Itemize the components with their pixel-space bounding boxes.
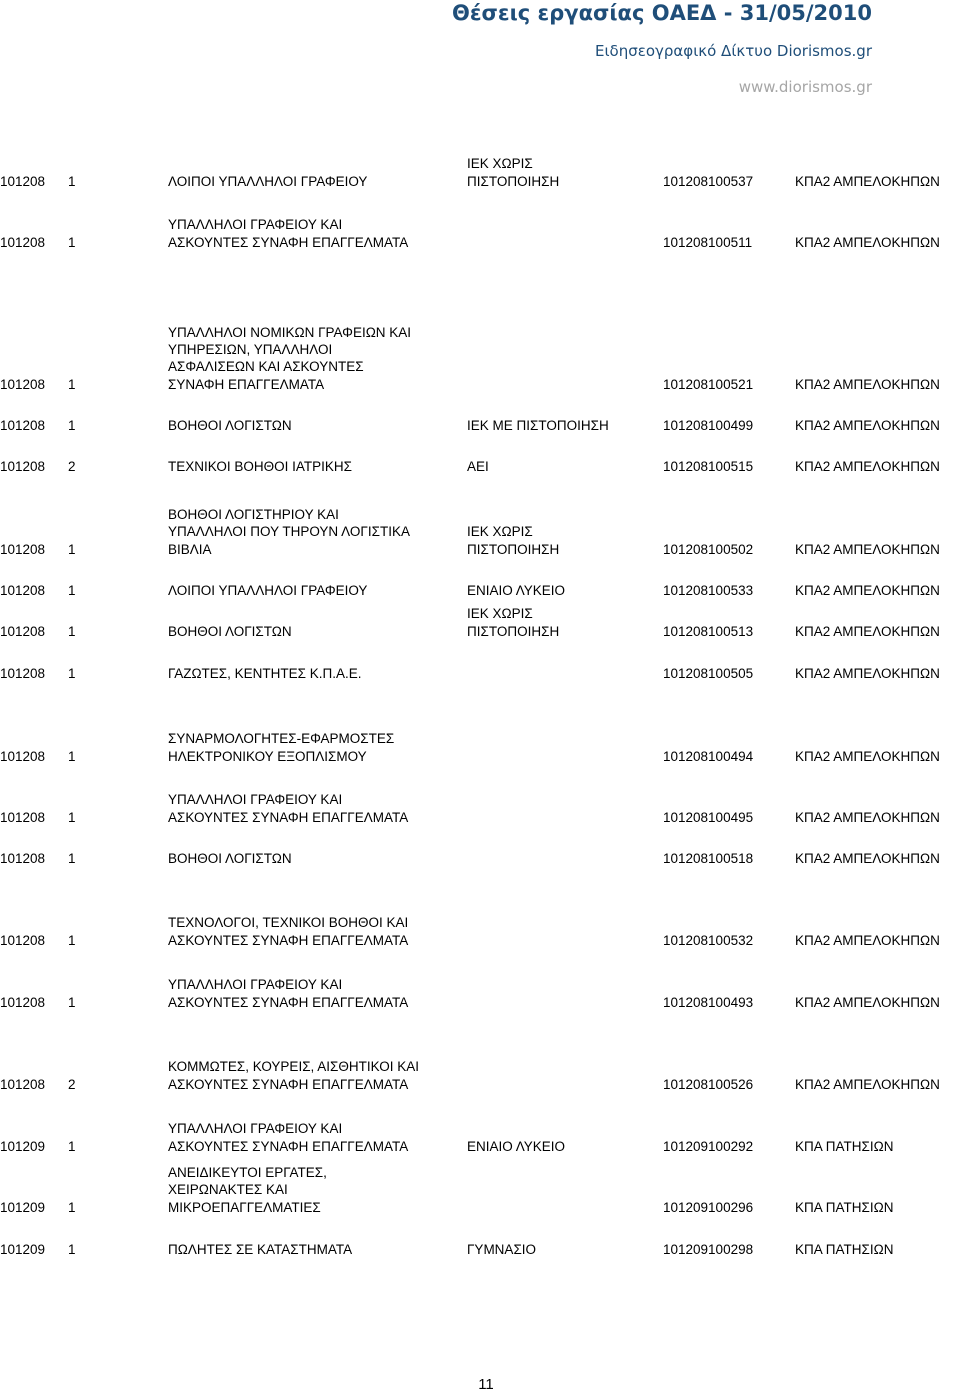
row-id-line: 101208100505 <box>663 665 754 681</box>
row-title-line: ΓΑΖΩΤΕΣ, ΚΕΝΤΗΤΕΣ Κ.Π.Α.Ε. <box>168 665 362 681</box>
row-id-line: 101208100526 <box>663 1076 754 1092</box>
row-office-line: ΚΠΑ2 ΑΜΠΕΛΟΚΗΠΩΝ <box>795 234 940 250</box>
row-id-line: 101208100518 <box>663 850 754 866</box>
row-education <box>467 458 489 475</box>
row-office-line: ΚΠΑ2 ΑΜΠΕΛΟΚΗΠΩΝ <box>795 850 940 866</box>
row-office-line: ΚΠΑ2 ΑΜΠΕΛΟΚΗΠΩΝ <box>795 748 940 764</box>
row-id-line: 101208100494 <box>663 748 754 764</box>
row-title-line: ΑΣΚΟΥΝΤΕΣ ΣΥΝΑΦΗ ΕΠΑΓΓΕΛΜΑΤΑ <box>168 994 409 1010</box>
row-title-line: ΚΟΜΜΩΤΕΣ, ΚΟΥΡΕΙΣ, ΑΙΣΘΗΤΙΚΟΙ ΚΑΙ <box>168 1059 419 1075</box>
row-id <box>663 234 752 251</box>
row-count-line: 1 <box>68 173 76 189</box>
row-count-line: 1 <box>68 623 76 639</box>
row-count-line: 1 <box>68 932 76 948</box>
row-education <box>467 1241 536 1258</box>
row-education-line: ΙΕΚ ΧΩΡΙΣ <box>467 524 533 540</box>
row-title-line: ΥΠΑΛΛΗΛΟΙ ΓΡΑΦΕΙΟΥ ΚΑΙ <box>168 977 343 993</box>
row-title-line: ΥΠΑΛΛΗΛΟΙ ΠΟΥ ΤΗΡΟΥΝ ΛΟΓΙΣΤΙΚΑ <box>168 524 410 540</box>
row-office <box>795 994 940 1011</box>
row-title-line: ΛΟΙΠΟΙ ΥΠΑΛΛΗΛΟΙ ΓΡΑΦΕΙΟΥ <box>168 582 368 598</box>
row-code <box>0 1241 45 1258</box>
row-code-line: 101208 <box>0 582 46 598</box>
row-id-line: 101208100515 <box>663 458 754 474</box>
row-office <box>795 1241 893 1258</box>
row-office-line: ΚΠΑ2 ΑΜΠΕΛΟΚΗΠΩΝ <box>795 932 940 948</box>
row-title <box>168 976 408 1011</box>
row-code-line: 101208 <box>0 850 46 866</box>
row-title <box>168 458 352 475</box>
row-code-line: 101209 <box>0 1241 46 1257</box>
row-code-line: 101208 <box>0 665 46 681</box>
row-id-line: 101208100532 <box>663 932 754 948</box>
row-count-line: 1 <box>68 1241 76 1257</box>
row-code-line: 101208 <box>0 809 46 825</box>
row-count-line: 1 <box>68 809 76 825</box>
row-education-line: ΓΥΜΝΑΣΙΟ <box>467 1241 537 1257</box>
table-row <box>0 931 960 1011</box>
row-id <box>663 665 753 682</box>
row-count-line: 1 <box>68 748 76 764</box>
row-office-line: ΚΠΑ2 ΑΜΠΕΛΟΚΗΠΩΝ <box>795 994 940 1010</box>
row-code-line: 101209 <box>0 1138 46 1154</box>
row-education-line: ΙΕΚ ΧΩΡΙΣ <box>467 606 533 622</box>
row-id <box>663 994 753 1011</box>
row-office <box>795 665 940 682</box>
row-count-line: 1 <box>68 665 76 681</box>
row-education-line: ΕΝΙΑΙΟ ΛΥΚΕΙΟ <box>467 582 566 598</box>
row-code-line: 101208 <box>0 623 46 639</box>
row-education-line: ΠΙΣΤΟΠΟΙΗΣΗ <box>467 541 560 557</box>
row-title <box>168 850 292 867</box>
row-title-line: ΥΠΑΛΛΗΛΟΙ ΓΡΑΦΕΙΟΥ ΚΑΙ <box>168 792 343 808</box>
row-title-line: ΣΥΝΑΦΗ ΕΠΑΓΓΕΛΜΑΤΑ <box>168 376 325 392</box>
table-row <box>0 395 960 475</box>
row-education-line: ΙΕΚ ΜΕ ΠΙΣΤΟΠΟΙΗΣΗ <box>467 417 609 433</box>
row-code-line: 101208 <box>0 417 46 433</box>
header-title: Θέσεις εργασίας ΟΑΕΔ - 31/05/2010 <box>452 1 872 25</box>
header-url: www.diorismos.gr <box>738 78 872 96</box>
row-code-line: 101208 <box>0 173 46 189</box>
row-count-line: 2 <box>68 458 76 474</box>
row-count <box>68 234 76 251</box>
row-count-line: 1 <box>68 850 76 866</box>
row-id <box>663 1241 753 1258</box>
row-title <box>168 665 362 682</box>
row-office-line: ΚΠΑ ΠΑΤΗΣΙΩΝ <box>795 1241 894 1257</box>
row-title-line: ΑΝΕΙΔΙΚΕΥΤΟΙ ΕΡΓΑΤΕΣ, <box>168 1165 327 1181</box>
row-count <box>68 458 76 475</box>
row-title-line: ΑΣΦΑΛΙΣΕΩΝ ΚΑΙ ΑΣΚΟΥΝΤΕΣ <box>168 359 364 375</box>
row-title-line: ΒΟΗΘΟΙ ΛΟΓΙΣΤΩΝ <box>168 850 292 866</box>
table-row <box>0 602 960 682</box>
row-office-line: ΚΠΑ2 ΑΜΠΕΛΟΚΗΠΩΝ <box>795 417 940 433</box>
row-title-line: ΗΛΕΚΤΡΟΝΙΚΟΥ ΕΞΟΠΛΙΣΜΟΥ <box>168 748 367 764</box>
row-title-line: ΒΙΒΛΙΑ <box>168 541 212 557</box>
row-id-line: 101208100502 <box>663 541 754 557</box>
row-title-line: ΥΠΑΛΛΗΛΟΙ ΓΡΑΦΕΙΟΥ ΚΑΙ <box>168 1121 343 1137</box>
row-id-line: 101208100537 <box>663 173 754 189</box>
row-title-line: ΜΙΚΡΟΕΠΑΓΓΕΛΜΑΤΙΕΣ <box>168 1199 321 1215</box>
row-office-line: ΚΠΑ2 ΑΜΠΕΛΟΚΗΠΩΝ <box>795 1076 940 1092</box>
row-title-line: ΠΩΛΗΤΕΣ ΣΕ ΚΑΤΑΣΤΗΜΑΤΑ <box>168 1241 353 1257</box>
row-count <box>68 850 76 867</box>
row-count <box>68 665 76 682</box>
row-id <box>663 458 753 475</box>
row-title-line: ΧΕΙΡΩΝΑΚΤΕΣ ΚΑΙ <box>168 1182 288 1198</box>
row-id-line: 101208100521 <box>663 376 754 392</box>
row-count-line: 1 <box>68 417 76 433</box>
row-title-line: ΥΠΑΛΛΗΛΟΙ ΓΡΑΦΕΙΟΥ ΚΑΙ <box>168 217 343 233</box>
row-title-line: ΤΕΧΝΙΚΟΙ ΒΟΗΘΟΙ ΙΑΤΡΙΚΗΣ <box>168 458 352 474</box>
row-office <box>795 458 940 475</box>
row-office-line: ΚΠΑ2 ΑΜΠΕΛΟΚΗΠΩΝ <box>795 665 940 681</box>
row-id-line: 101208100499 <box>663 417 754 433</box>
header-subtitle: Ειδησεογραφικό Δίκτυο Diorismos.gr <box>594 42 872 60</box>
row-office-line: ΚΠΑ2 ΑΜΠΕΛΟΚΗΠΩΝ <box>795 809 940 825</box>
row-id-line: 101209100292 <box>663 1138 754 1154</box>
row-id-line: 101209100298 <box>663 1241 754 1257</box>
row-code <box>0 458 45 475</box>
row-code-line: 101208 <box>0 541 46 557</box>
row-title-line: ΑΣΚΟΥΝΤΕΣ ΣΥΝΑΦΗ ΕΠΑΓΓΕΛΜΑΤΑ <box>168 1138 409 1154</box>
row-count-line: 1 <box>68 376 76 392</box>
row-title-line: ΤΕΧΝΟΛΟΓΟΙ, ΤΕΧΝΙΚΟΙ ΒΟΗΘΟΙ ΚΑΙ <box>168 915 409 931</box>
row-education-line: ΙΕΚ ΧΩΡΙΣ <box>467 156 533 172</box>
row-count <box>68 1241 76 1258</box>
row-education-line: ΕΝΙΑΙΟ ΛΥΚΕΙΟ <box>467 1138 566 1154</box>
row-count-line: 1 <box>68 541 76 557</box>
row-id-line: 101208100495 <box>663 809 754 825</box>
row-title-line: ΒΟΗΘΟΙ ΛΟΓΙΣΤΩΝ <box>168 623 292 639</box>
row-title-line: ΒΟΗΘΟΙ ΛΟΓΙΣΤΩΝ <box>168 417 292 433</box>
row-title-line: ΥΠΑΛΛΗΛΟΙ ΝΟΜΙΚΩΝ ΓΡΑΦΕΙΩΝ ΚΑΙ <box>168 324 412 340</box>
row-count-line: 1 <box>68 994 76 1010</box>
row-code-line: 101208 <box>0 994 46 1010</box>
row-title-line: ΛΟΙΠΟΙ ΥΠΑΛΛΗΛΟΙ ΓΡΑΦΕΙΟΥ <box>168 173 368 189</box>
row-id-line: 101209100296 <box>663 1199 754 1215</box>
row-education-line: ΠΙΣΤΟΠΟΙΗΣΗ <box>467 173 560 189</box>
row-count-line: 1 <box>68 234 76 250</box>
row-title-line: ΒΟΗΘΟΙ ΛΟΓΙΣΤΗΡΙΟΥ ΚΑΙ <box>168 507 339 523</box>
row-title-line: ΑΣΚΟΥΝΤΕΣ ΣΥΝΑΦΗ ΕΠΑΓΓΕΛΜΑΤΑ <box>168 809 409 825</box>
row-count-line: 1 <box>68 1138 76 1154</box>
row-title-line: ΑΣΚΟΥΝΤΕΣ ΣΥΝΑΦΗ ΕΠΑΓΓΕΛΜΑΤΑ <box>168 932 409 948</box>
row-office-line: ΚΠΑ2 ΑΜΠΕΛΟΚΗΠΩΝ <box>795 623 940 639</box>
row-code <box>0 234 45 251</box>
row-count <box>68 994 76 1011</box>
row-title-line: ΥΠΗΡΕΣΙΩΝ, ΥΠΑΛΛΗΛΟΙ <box>168 342 333 358</box>
row-id <box>663 850 753 867</box>
row-id-line: 101208100511 <box>663 234 753 250</box>
row-count-line: 2 <box>68 1076 76 1092</box>
row-office <box>795 234 940 251</box>
row-office-line: ΚΠΑ2 ΑΜΠΕΛΟΚΗΠΩΝ <box>795 376 940 392</box>
row-title-line: ΑΣΚΟΥΝΤΕΣ ΣΥΝΑΦΗ ΕΠΑΓΓΕΛΜΑΤΑ <box>168 234 409 250</box>
table-row <box>0 1178 960 1258</box>
table-row <box>0 787 960 867</box>
row-code-line: 101208 <box>0 932 46 948</box>
row-office-line: ΚΠΑ ΠΑΤΗΣΙΩΝ <box>795 1138 894 1154</box>
row-education-line: ΠΙΣΤΟΠΟΙΗΣΗ <box>467 623 560 639</box>
row-code-line: 101208 <box>0 458 46 474</box>
row-code <box>0 665 45 682</box>
row-code-line: 101208 <box>0 748 46 764</box>
row-code <box>0 994 45 1011</box>
row-education-line: ΑΕΙ <box>467 458 489 474</box>
row-code-line: 101208 <box>0 1076 46 1092</box>
row-title-line: ΑΣΚΟΥΝΤΕΣ ΣΥΝΑΦΗ ΕΠΑΓΓΕΛΜΑΤΑ <box>168 1076 409 1092</box>
row-office <box>795 850 940 867</box>
table-row <box>0 171 960 251</box>
row-title <box>168 216 408 251</box>
row-office-line: ΚΠΑ2 ΑΜΠΕΛΟΚΗΠΩΝ <box>795 458 940 474</box>
row-id-line: 101208100533 <box>663 582 754 598</box>
row-id-line: 101208100493 <box>663 994 754 1010</box>
row-office-line: ΚΠΑ ΠΑΤΗΣΙΩΝ <box>795 1199 894 1215</box>
row-code-line: 101208 <box>0 376 46 392</box>
row-office-line: ΚΠΑ2 ΑΜΠΕΛΟΚΗΠΩΝ <box>795 582 940 598</box>
row-code-line: 101209 <box>0 1199 46 1215</box>
row-code <box>0 850 45 867</box>
page-number: 11 <box>478 1376 494 1393</box>
row-office-line: ΚΠΑ2 ΑΜΠΕΛΟΚΗΠΩΝ <box>795 541 940 557</box>
row-id-line: 101208100513 <box>663 623 754 639</box>
row-title-line: ΣΥΝΑΡΜΟΛΟΓΗΤΕΣ-ΕΦΑΡΜΟΣΤΕΣ <box>168 731 395 747</box>
row-count-line: 1 <box>68 582 76 598</box>
row-code-line: 101208 <box>0 234 46 250</box>
row-count-line: 1 <box>68 1199 76 1215</box>
row-office-line: ΚΠΑ2 ΑΜΠΕΛΟΚΗΠΩΝ <box>795 173 940 189</box>
row-title <box>168 1241 352 1258</box>
